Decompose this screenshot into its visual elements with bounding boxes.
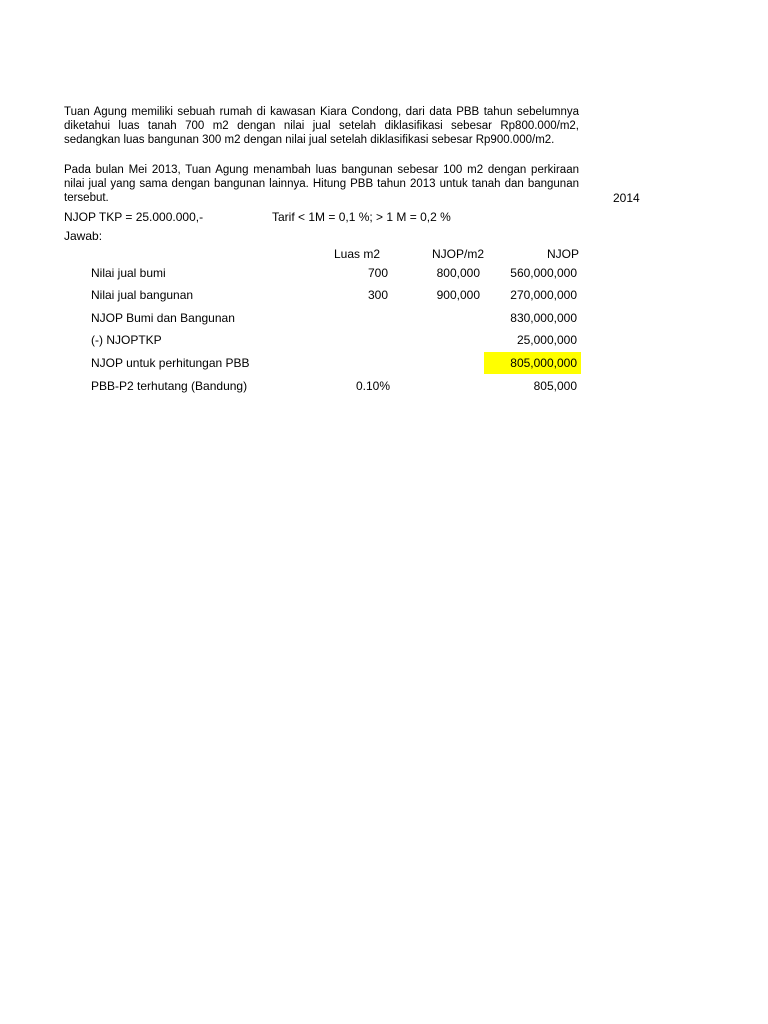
header-luas: Luas m2 (333, 247, 380, 261)
table-row-njop: 25,000,000 (516, 333, 577, 347)
tarif-note: Tarif < 1M = 0,1 %; > 1 M = 0,2 % (272, 210, 451, 224)
table-row-luas: 300 (367, 288, 388, 302)
table-row-label: PBB-P2 terhutang (Bandung) (91, 379, 248, 393)
table-row-luas: 0.10% (355, 379, 390, 393)
table-row-njop: 805,000 (533, 379, 577, 393)
table-row-luas: 700 (367, 266, 388, 280)
table-row-njop-m2: 800,000 (436, 266, 480, 280)
table-row-label: Nilai jual bumi (91, 266, 166, 280)
table-row-label: (-) NJOPTKP (91, 333, 162, 347)
table-row-njop: 830,000,000 (510, 311, 577, 325)
header-njop-m2: NJOP/m2 (431, 247, 484, 261)
table-row-njop: 805,000,000 (510, 356, 577, 370)
table-row-njop: 560,000,000 (510, 266, 577, 280)
header-njop: NJOP (546, 247, 579, 261)
answer-label: Jawab: (64, 229, 103, 243)
problem-paragraph-2: Pada bulan Mei 2013, Tuan Agung menambah luas bangunan sebesar 100 m2 dengan perkiraan nilai jual yang sama dengan bangunan lainnya. Hitung PBB tahun 2013 untuk tanah dan bangunan tersebut. (64, 164, 579, 204)
njoptkp-note: NJOP TKP = 25.000.000,- (64, 210, 204, 224)
problem-paragraph-1: Tuan Agung memiliki sebuah rumah di kawasan Kiara Condong, dari data PBB tahun sebelumnya diketahui luas tanah 700 m2 dengan nilai jual setelah diklasifikasi sebesar Rp800.000/m2, sedangkan luas bangunan 300 m2 dengan nilai jual setelah diklasifikasi sebesar Rp900.000/m2. (64, 106, 579, 146)
table-row-njop-m2: 900,000 (436, 288, 480, 302)
table-row-njop: 270,000,000 (510, 288, 577, 302)
year-note: 2014 (613, 191, 640, 205)
table-row-label: NJOP untuk perhitungan PBB (91, 356, 250, 370)
table-row-label: Nilai jual bangunan (91, 288, 194, 302)
table-row-label: NJOP Bumi dan Bangunan (91, 311, 235, 325)
